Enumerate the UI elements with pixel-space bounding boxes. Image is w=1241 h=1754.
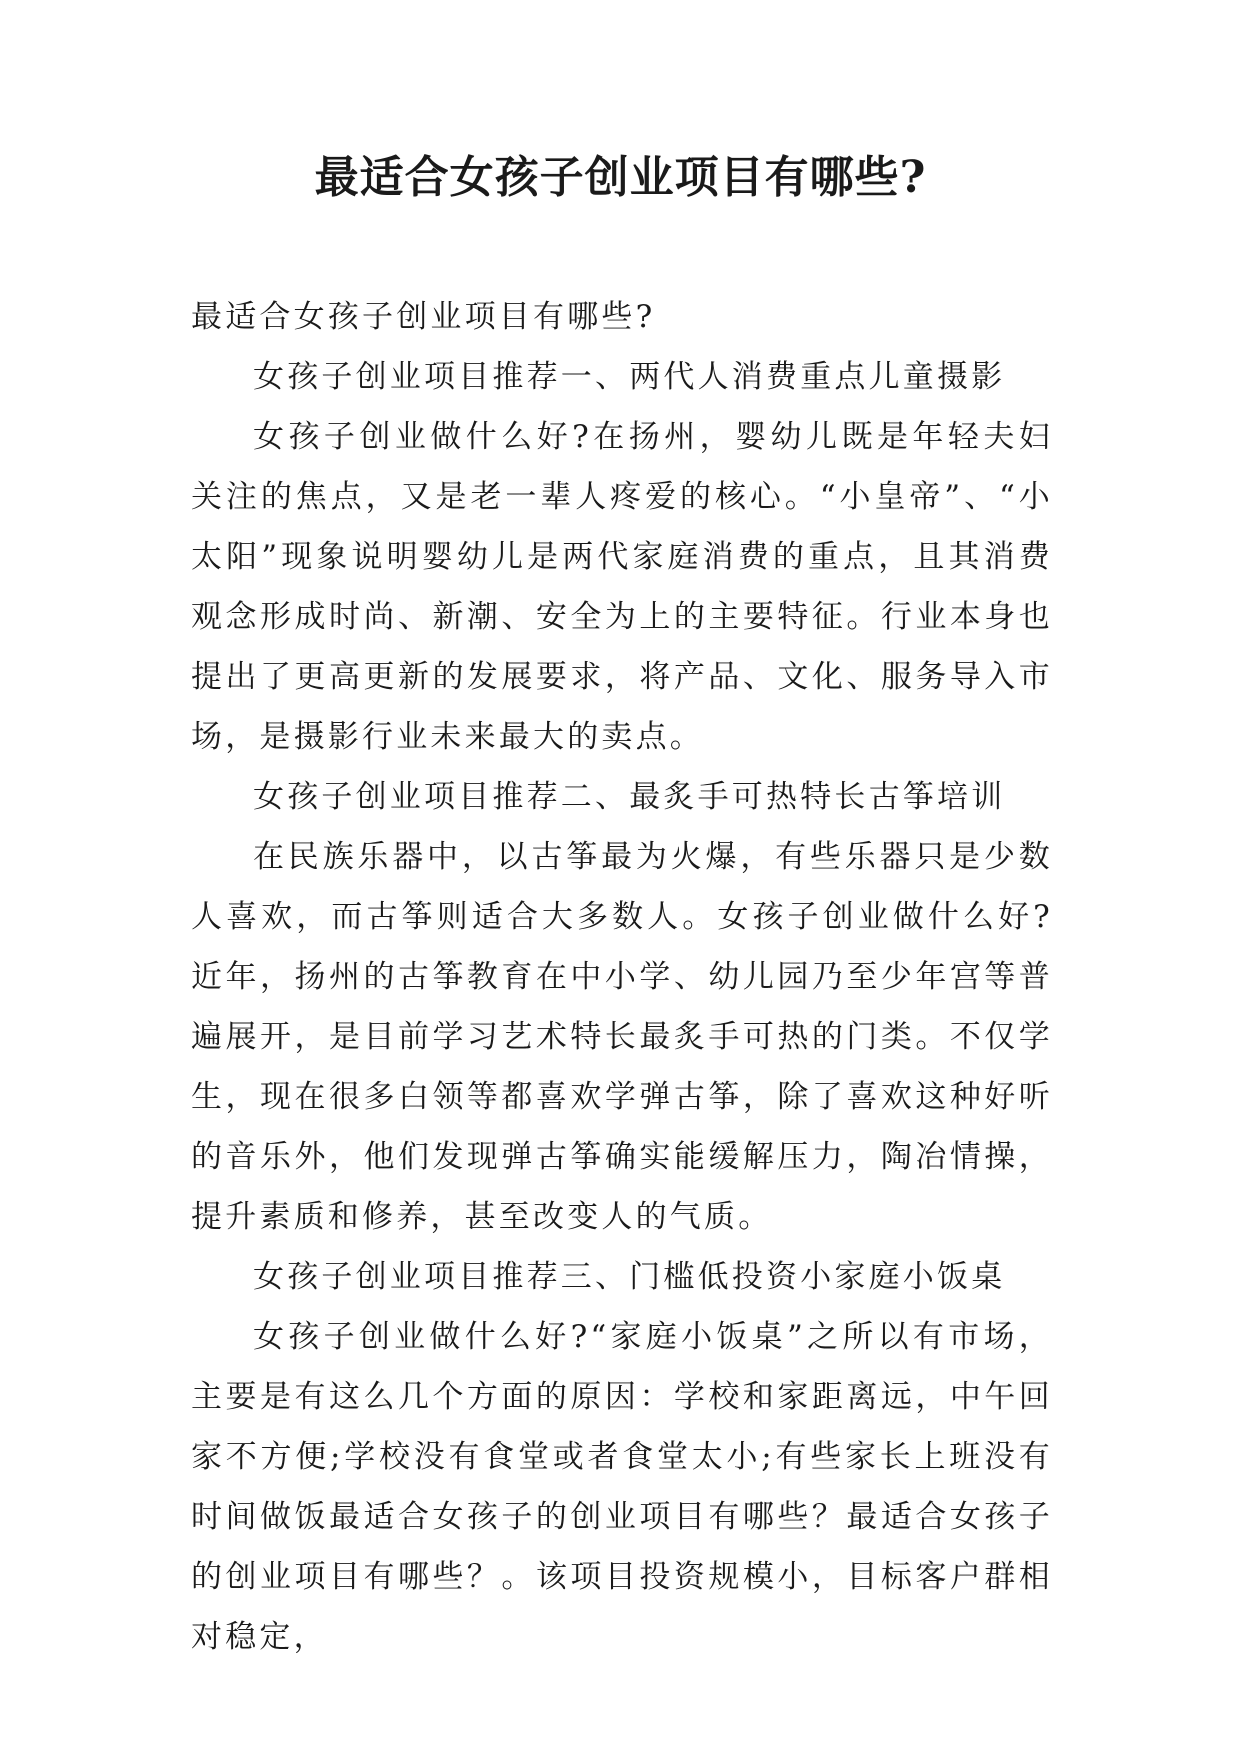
- document-title: 最适合女孩子创业项目有哪些?: [314, 152, 927, 203]
- section-heading-1: 女孩子创业项目推荐一、两代人消费重点儿童摄影: [253, 359, 1006, 395]
- paragraph-section-2: 在民族乐器中，以古筝最为火爆，有些乐器只是少数人喜欢，而古筝则适合大多数人。女孩子创业做什么好?近年，扬州的古筝教育在中小学、幼儿园乃至少年宫等普遍展开，是目前学习艺术特长最炙手可热的门类。不仅学生，现在很多白领等都喜欢学弹古筝，除了喜欢这种好听的音乐外，他们发现弹古筝确实能缓解压力，陶冶情操，提升素质和修养，甚至改变人的气质。: [191, 839, 1053, 1235]
- paragraph-section-1: 女孩子创业做什么好?在扬州，婴幼儿既是年轻夫妇关注的焦点，又是老一辈人疼爱的核心。“小皇帝”、“小太阳”现象说明婴幼儿是两代家庭消费的重点，且其消费观念形成时尚、新潮、安全为上的主要特征。行业本身也提出了更高更新的发展要求，将产品、文化、服务导入市场，是摄影行业未来最大的卖点。: [191, 419, 1053, 755]
- paragraph-section-3: 女孩子创业做什么好?“家庭小饭桌”之所以有市场，主要是有这么几个方面的原因：学校和家距离远，中午回家不方便;学校没有食堂或者食堂太小;有些家长上班没有时间做饭最适合女孩子的创业项目有哪些？最适合女孩子的创业项目有哪些？。该项目投资规模小，目标客户群相对稳定，: [191, 1319, 1053, 1655]
- document-body: [191, 287, 1053, 1667]
- section-heading-3: 女孩子创业项目推荐三、门槛低投资小家庭小饭桌: [253, 1259, 1006, 1295]
- paragraph-intro: 最适合女孩子创业项目有哪些?: [191, 299, 656, 335]
- section-heading-2: 女孩子创业项目推荐二、最炙手可热特长古筝培训: [253, 779, 1006, 815]
